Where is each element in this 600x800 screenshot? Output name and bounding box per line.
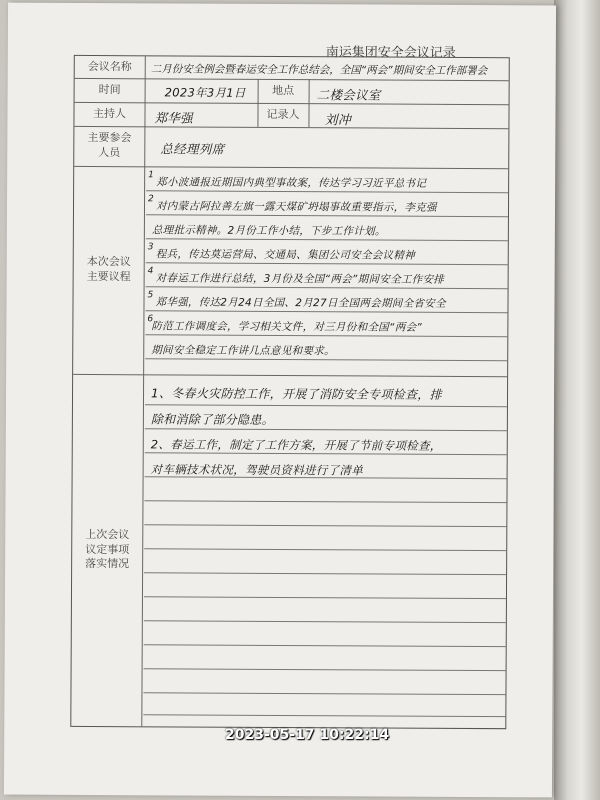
followup-line: 2、春运工作，制定了工作方案，开展了节前专项检查，	[150, 437, 442, 453]
document-title: 南运集团安全会议记录	[325, 45, 456, 61]
agenda-line: 防范工作调度会，学习相关文件，对三月份和全国“两会”	[151, 320, 423, 334]
paper-sheet	[4, 3, 556, 798]
host-label: 主持人	[92, 106, 127, 120]
meeting-name-label: 会议名称	[87, 59, 132, 73]
followup-line: 对车辆技术状况，驾驶员资料进行了清单	[150, 462, 364, 478]
agenda-number: 2	[148, 194, 154, 205]
agenda-line: 对内蒙古阿拉善左旗一露天煤矿坍塌事故重要指示，李克强	[155, 200, 437, 214]
agenda-line: 郑华强，传达2月24日全国、2月27日全国两会期间全省安全	[155, 296, 446, 310]
followup-line: 1、冬春火灾防控工作，开展了消防安全专项检查，排	[150, 386, 442, 402]
followup-label: 上次会议议定事项落实情况	[85, 527, 130, 571]
agenda-number: 5	[147, 290, 154, 301]
agenda-number: 4	[147, 266, 154, 277]
attendees-label: 主要参会人员	[87, 131, 132, 160]
agenda-number: 1	[148, 170, 154, 181]
agenda-line: 程兵，传达莫运营局、交通局、集团公司安全会议精神	[155, 248, 415, 262]
host-value: 郑华强	[154, 110, 193, 126]
followup-line: 除和消除了部分隐患。	[150, 412, 274, 427]
location-value: 二楼会议室	[316, 87, 381, 103]
agenda-number: 6	[147, 314, 154, 325]
meeting-name-value: 二月份安全例会暨春运安全工作总结会，全国“两会”期间安全工作部署会	[150, 63, 488, 78]
agenda-line: 对春运工作进行总结，3月份及全国“两会”期间安全工作安排	[155, 272, 445, 286]
attendees-value: 总经理列席	[160, 141, 225, 157]
agenda-line: 郑小波通报近期国内典型事故案，传达学习习近平总书记	[156, 176, 427, 190]
recorder-label: 记录人	[266, 107, 300, 121]
location-label: 地点	[272, 83, 295, 97]
agenda-number: 3	[147, 242, 154, 253]
meeting-record-form	[70, 55, 510, 729]
agenda-label: 本次会议主要议程	[86, 255, 131, 284]
time-label: 时间	[98, 82, 121, 96]
adjacent-page-edge	[554, 0, 600, 800]
agenda-line: 期间安全稳定工作讲几点意见和要求。	[151, 344, 335, 358]
photo-timestamp: 2023-05-17 10:22:14	[225, 727, 390, 743]
time-value: 2023年3月1日	[164, 85, 246, 100]
agenda-line: 总理批示精神。2月份工作小结，下步工作计划。	[151, 224, 386, 238]
recorder-value: 刘冲	[324, 113, 352, 129]
